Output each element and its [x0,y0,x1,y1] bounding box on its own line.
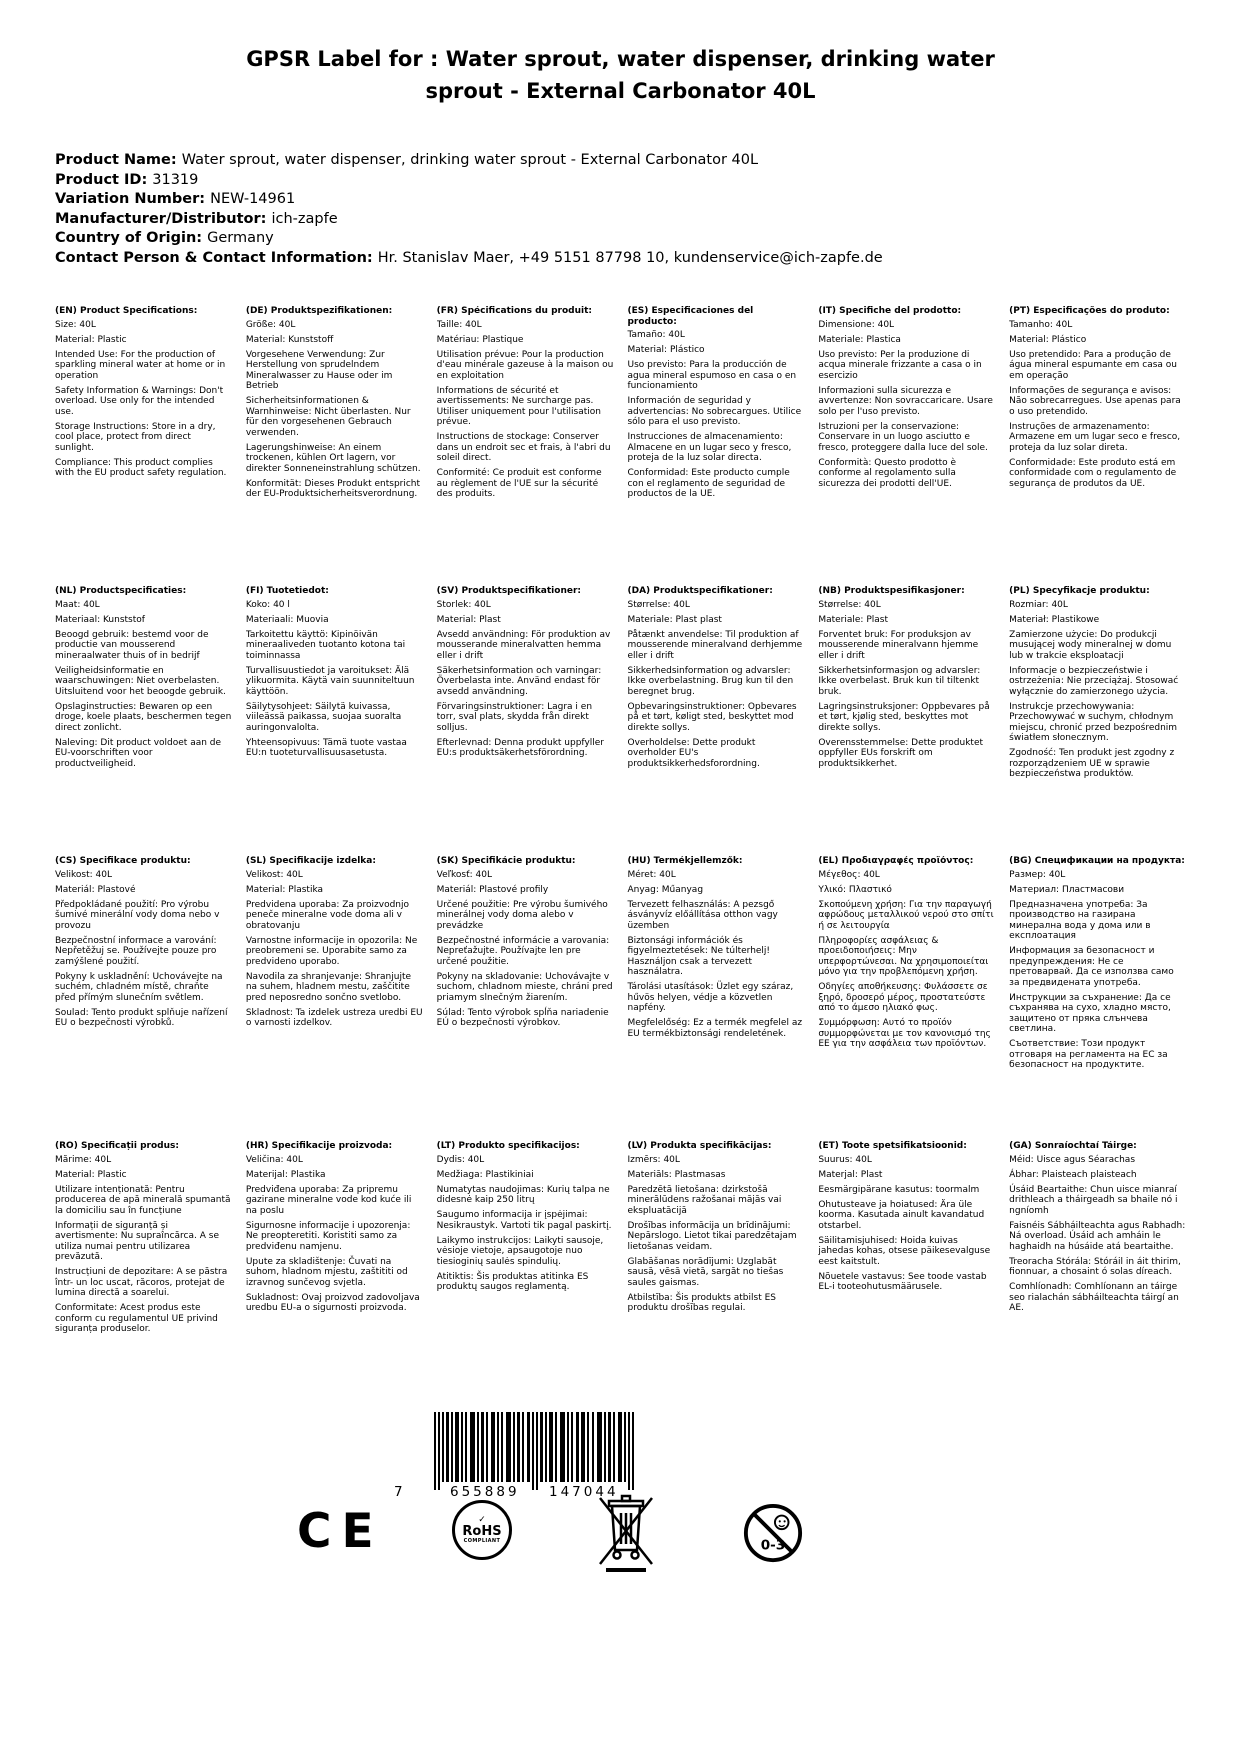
lang-heading-nl: (NL) Productspecificaties: [55,586,187,596]
lang-block-nl [55,586,232,856]
lang-heading-ga: (GA) Sonraíochtaí Táirge: [1009,1141,1137,1151]
lang-body-pl: Rozmiar: 40L Materiał: Plastikowe Zamierzone użycie: Do produkcji musującej wody mineralnej w domu lub w trakcie eksploatacji Informacje o bezpieczeństwie i ostrzeżenia: Nie przeciążaj. Stosować wyłącznie do zamierzonego użycia. Instrukcje przechowywania: Przechowywać w suchym, chłodnym miejscu, chronić przed bezpośrednim światłem słonecznym. Zgodność: Ten produkt jest zgodny z rozporządzeniem UE w sprawie bezpieczeństwa produktów. [1009,599,1179,779]
country-of-origin-label: Country of Origin: [55,230,203,246]
lang-body-ga: Méid: Uisce agus Séarachas Ábhar: Plaisteach plaisteach Úsáid Beartaithe: Chun uisce mianraí drithleach a tháirgeadh sa bhaile nó i ngníomh Faisnéis Sábháilteachta agus Rabhadh: Ná overload. Úsáid ach amháin le haghaidh na húsáide atá beartaithe. Treoracha Stórála: Stóráil in áit thirim, fionnuar, a chosaint ó solas díreach. Comhlíonadh: Comhlíonann an táirge seo rialachán sábháilteachta táirgí an AE. [1009,1154,1186,1313]
check-icon: ✓ [478,1514,486,1525]
lang-body-it: Dimensione: 40L Materiale: Plastica Uso previsto: Per la produzione di acqua minerale frizzante a casa o in esercizio Informazioni sulla sicurezza e avvertenze: Non sovraccaricare. Usare solo per l'uso previsto. Istruzioni per la conservazione: Conservare in un luogo asciutto e fresco, proteggere dalla luce del sole. Conformità: Questo prodotto è conforme al regolamento sulla sicurezza dei prodotti dell'UE. [818,319,993,489]
lang-block-it [818,306,995,586]
barcode-group1: 655889 [450,1484,520,1500]
lang-body-lt: Dydis: 40L Medžiaga: Plastikiniai Numatytas naudojimas: Kurių talpa ne didesnė kaip 250 litrų Saugumo informacija ir įspėjimai: Nesikraustyk. Vartoti tik pagal paskirtį. Laikymo instrukcijos: Laikyti sausoje, vėsioje vietoje, apsaugotoje nuo tiesioginių saulės spindulių. Atitiktis: Šis produktas atitinka ES produktų saugos reglamentą. [436,1154,612,1292]
lang-body-da: Størrelse: 40L Materiale: Plast plast Påtænkt anvendelse: Til produktion af mousserende mineralvand derhjemme eller i drift Sikkerhedsinformation og advarsler: Ikke overbelastning. Brug kun til den beregnet brug. Opbevaringsinstruktioner: Opbevares på et tørt, køligt sted, beskyttet mod direkte sollys. Overholdelse: Dette produkt overholder EU's produktsikkerhedsforordning. [627,599,803,769]
lang-heading-sk: (SK) Špecifikácie produktu: [436,856,576,866]
lang-heading-de: (DE) Produktspezifikationen: [245,306,393,316]
product-id-value: 31319 [152,171,199,188]
lang-body-nl: Maat: 40L Materiaal: Kunststof Beoogd gebruik: bestemd voor de productie van mousserend mineraalwater thuis of in bedrijf Veiligheidsinformatie en waarschuwingen: Niet overbelasten. Uitsluitend voor het beoogde gebruik. Opslaginstructies: Bewaren op een droge, koele plaats, beschermen tegen direct zonlicht. Naleving: Dit product voldoet aan de EU-voorschriften voor productveiligheid. [55,599,232,769]
page-title: GPSR Label for : Water sprout, water dispenser, drinking water sprout - External Carbonator 40L [246,47,995,103]
ce-mark-icon: CE [297,1504,384,1559]
language-grid [55,306,1186,1335]
lang-heading-pt: (PT) Especificações do produto: [1009,306,1170,316]
lang-body-de: Größe: 40L Material: Kunststoff Vorgesehene Verwendung: Zur Herstellung von sprudelndem Mineralwasser zu Hause oder im Betrieb Sicherheitsinformationen & Warnhinweise: Nicht überlasten. Nur für den vorgesehenen Gebrauch verwenden. Lagerungshinweise: An einem trockenen, kühlen Ort lagern, vor direkter Sonneneinstrahlung schützen. Konformität: Dieses Produkt entspricht der EU-Produktsicherheitsverordnung. [245,319,421,499]
rohs-title: RoHS [462,1523,502,1539]
rohs-badge-icon [452,1500,512,1560]
barcode-first-digit: 7 [394,1484,403,1500]
lang-block-hr [246,1141,423,1335]
variation-number-value: NEW-14961 [210,191,296,207]
lang-heading-lv: (LV) Produkta specifikācijas: [627,1141,772,1151]
lang-block-sv [437,586,614,856]
lang-heading-hu: (HU) Termékjellemzők: [627,856,743,866]
lang-block-ga [1009,1141,1186,1335]
lang-block-nb [818,586,995,856]
lang-heading-et: (ET) Toote spetsifikatsioonid: [818,1141,967,1151]
lang-heading-el: (EL) Προδιαγραφές προϊόντος: [818,856,974,866]
lang-heading-fr: (FR) Spécifications du produit: [436,306,592,316]
lang-body-sv: Storlek: 40L Material: Plast Avsedd användning: För produktion av mousserande mineralvatten hemma eller i drift Säkerhetsinformation och varningar: Överbelasta inte. Använd endast för avsedd användning. Förvaringsinstruktioner: Lagra i en torr, sval plats, skydda från direkt solljus. Efterlevnad: Denna produkt uppfyller EU:s produktsäkerhetsförordning. [436,599,611,758]
variation-number-label: Variation Number: [55,191,206,207]
product-name-label: Product Name: [55,152,177,168]
lang-block-hu [627,856,804,1141]
lang-heading-sl: (SL) Specifikacije izdelka: [245,856,376,866]
lang-body-fi: Koko: 40 l Materiaali: Muovia Tarkoitettu käyttö: Kipinöivän mineraaliveden tuotanto kotona tai toiminnassa Turvallisuustiedot ja varoitukset: Älä ylikuormita. Käytä vain suunniteltuun käyttöön. Säilytysohjeet: Säilytä kuivassa, viileässä paikassa, suojaa suoralta auringonvalolta. Yhteensopivuus: Tämä tuote vastaa EU:n tuoteturvallisuusasetusta. [245,599,415,758]
lang-heading-da: (DA) Produktspecifikationer: [627,586,773,596]
age-range-text: 0-3 [760,1537,786,1554]
lang-heading-ro: (RO) Specificații produs: [55,1141,179,1151]
variation-number-row [55,190,1186,210]
product-name-row [55,151,1186,171]
lang-body-nb: Størrelse: 40L Materiale: Plast Forventet bruk: For produksjon av mousserende mineralvann hjemme eller i drift Sikkerhetsinformasjon og advarsler: Ikke overbelast. Bruk kun til tiltenkt bruk. Lagringsinstruksjoner: Oppbevares på et tørt, kjølig sted, beskyttes mot direkte sollys. Overensstemmelse: Dette produktet oppfyller EUs forskrift om produktsikkerhet. [818,599,990,769]
product-info [55,151,1186,268]
lang-heading-nb: (NB) Produktspesifikasjoner: [818,586,965,596]
lang-body-lv: Izmērs: 40L Materiāls: Plastmasas Paredzētā lietošana: dzirkstošā minerālūdens ražošanai mājās vai ekspluatācijā Drošības informācija un brīdinājumi: Nepārslogo. Lietot tikai paredzētajam lietošanas veidam. Glabāšanas norādījumi: Uzglabāt sausā, vēsā vietā, sargāt no tiešas saules gaismas. Atbilstība: Šis produkts atbilst ES produktu drošības regulai. [627,1154,797,1313]
lang-heading-es: (ES) Especificaciones del producto: [627,306,754,327]
lang-heading-pl: (PL) Specyfikacje produktu: [1009,586,1150,596]
lang-heading-fi: (FI) Tuotetiedot: [245,586,329,596]
lang-block-fr [437,306,614,586]
lang-body-fr: Taille: 40L Matériau: Plastique Utilisation prévue: Pour la production d'eau minérale gazeuse à la maison ou en exploitation Informations de sécurité et avertissements: Ne surcharge pas. Utiliser uniquement pour l'utilisation prévue. Instructions de stockage: Conserver dans un endroit sec et frais, à l'abri du soleil direct. Conformité: Ce produit est conforme au règlement de l'UE sur la sécurité des produits. [436,319,614,499]
lang-heading-lt: (LT) Produkto specifikacijos: [436,1141,580,1151]
lang-block-fi [246,586,423,856]
contact-value: Hr. Stanislav Maer, +49 5151 87798 10, kundenservice@ich-zapfe.de [377,249,883,266]
lang-heading-hr: (HR) Specifikacije proizvoda: [245,1141,393,1151]
lang-body-en: Size: 40L Material: Plastic Intended Use: For the production of sparkling mineral water at home or in operation Safety Information & Warnings: Don't overload. Use only for the intended use. Storage Instructions: Store in a dry, cool place, protect from direct sunlight. Compliance: This product complies with the EU product safety regulation. [55,319,227,478]
manufacturer-label: Manufacturer/Distributor: [55,210,267,227]
lang-block-pl [1009,586,1186,856]
contact-row [55,249,1186,269]
lang-block-sk [437,856,614,1141]
lang-block-el [818,856,995,1141]
manufacturer-row [55,210,1186,230]
lang-body-et: Suurus: 40L Materjal: Plast Eesmärgipärane kasutus: toormalm Ohutusteave ja hoiatused: Ära üle koorma. Kasutada ainult kavandatud otstarbel. Säilitamisjuhised: Hoida kuivas jahedas kohas, otsese päikesevalguse eest kaitstult. Nõuetele vastavus: See toode vastab EL-i tooteohutusmäärusele. [818,1154,991,1292]
lang-body-hu: Méret: 40L Anyag: Műanyag Tervezett felhasználás: A pezsgő ásványvíz előállítása otthon vagy üzemben Biztonsági információk és figyelmeztetések: Ne túlterhelj! Használjon csak a tervezett használatra. Tárolási utasítások: Üzlet egy száraz, hűvös helyen, védje a közvetlen napfény. Megfelelőség: Ez a termék megfelel az EU termékbiztonsági rendeletének. [627,869,803,1039]
lang-body-el: Μέγεθος: 40L Υλικό: Πλαστικό Σκοπούμενη χρήση: Για την παραγωγή αφρώδους μεταλλικού νερού στο σπίτι ή σε λειτουργία Πληροφορίες ασφάλειας & προειδοποιήσεις: Μην υπερφορτώνεσαι. Να χρησιμοποιείται μόνο για την προβλεπόμενη χρήση. Οδηγίες αποθήκευσης: Φυλάσσετε σε ξηρό, δροσερό μέρος, προστατεύστε από το άμεσο ηλιακό φως. Συμμόρφωση: Αυτό το προϊόν συμμορφώνεται με τον κανονισμό της ΕΕ για την ασφάλεια των προϊόντων. [818,869,994,1049]
lang-block-bg [1009,856,1186,1141]
lang-block-sl [246,856,423,1141]
rohs-subtitle: COMPLIANT [463,1537,501,1544]
lang-block-pt [1009,306,1186,586]
lang-block-de [246,306,423,586]
lang-heading-en: (EN) Product Specifications: [55,306,198,316]
product-id-label: Product ID: [55,171,148,188]
manufacturer-value: ich-zapfe [271,210,338,227]
lang-block-es [627,306,804,586]
lang-body-bg: Размер: 40L Материал: Пластмасови Предназначена употреба: За производство на газирана минерална вода у дома или в експлоатация Информация за безопасност и предупреждения: Не се претоварвай. Да се използва само за предвидената употреба. Инструкции за съхранение: Да се съхранява на сухо, хладно място, защитено от пряка слънчева светлина. Съответствие: Този продукт отговаря на регламента на ЕС за безопасност на продуктите. [1009,869,1174,1070]
lang-body-cs: Velikost: 40L Materiál: Plastové Předpokládané použití: Pro výrobu šumivé minerální vody doma nebo v provozu Bezpečnostní informace a varování: Nepřetěžuj se. Používejte pouze pro zamýšlené použití. Pokyny k uskladnění: Uchovávejte na suchém, chladném místě, chraňte před přímým slunečním světlem. Soulad: Tento produkt splňuje nařízení EU o bezpečnosti výrobků. [55,869,228,1028]
lang-block-lt [437,1141,614,1335]
lang-heading-cs: (CS) Specifikace produktu: [55,856,191,866]
barcode-group2: 147044 [549,1484,619,1500]
lang-body-sl: Velikost: 40L Material: Plastika Predvidena uporaba: Za proizvodnjo peneče mineralne vode doma ali v obratovanju Varnostne informacije in opozorila: Ne preobremeni se. Uporabite samo za predvideno uporabo. Navodila za shranjevanje: Shranjujte na suhem, hladnem mestu, zaščitite pred neposredno sončno svetlobo. Skladnost: Ta izdelek ustreza uredbi EU o varnosti izdelkov. [245,869,423,1028]
country-of-origin-row [55,229,1186,249]
country-of-origin-value: Germany [207,230,274,246]
lang-block-en [55,306,232,586]
lang-block-et [818,1141,995,1335]
lang-body-sk: Veľkosť: 40L Materiál: Plastové profily Určené použitie: Pre výrobu šumivého minerálnej vody doma alebo v prevádzke Bezpečnostné informácie a varovania: Nepreťažujte. Používajte len pre určené použitie. Pokyny na skladovanie: Uchovávajte v suchom, chladnom mieste, chráni pred priamym slnečným žiarením. Súlad: Tento výrobok spĺňa nariadenie EÚ o bezpečnosti výrobkov. [436,869,613,1028]
lang-body-es: Tamaño: 40L Material: Plástico Uso previsto: Para la producción de agua mineral espumoso en casa o en funcionamiento Información de seguridad y advertencias: No sobrecargues. Utilice sólo para el uso previsto. Instrucciones de almacenamiento: Almacene en un lugar seco y fresco, proteja de la luz solar directa. Conformidad: Este producto cumple con el reglamento de seguridad de productos de la UE. [627,330,802,499]
lang-heading-it: (IT) Specifiche del prodotto: [818,306,962,316]
lang-heading-bg: (BG) Спецификации на продукта: [1009,856,1185,866]
product-id-row [55,171,1186,191]
barcode-graphic [434,1412,638,1490]
contact-label: Contact Person & Contact Information: [55,249,373,266]
lang-block-ro [55,1141,232,1335]
lang-block-cs [55,856,232,1141]
weee-bin-icon [596,1492,656,1574]
lang-body-pt: Tamanho: 40L Material: Plástico Uso pretendido: Para a produção de água mineral espumante em casa ou em operação Informações de segurança e avisos: Não sobrecarregues. Use apenas para o uso pretendido. Instruções de armazenamento: Armazene em um lugar seco e fresco, proteja da luz solar direta. Conformidade: Este produto está em conformidade com o regulamento de segurança de produtos da UE. [1009,319,1181,489]
lang-heading-sv: (SV) Produktspecifikationer: [436,586,581,596]
lang-body-ro: Mărime: 40L Material: Plastic Utilizare intenționată: Pentru producerea de apă minerală spumantă la domiciliu sau în funcțiune Informații de siguranță și avertismente: Nu supraîncărca. A se utiliza numai pentru utilizarea prevăzută. Instrucțiuni de depozitare: A se păstra într- un loc uscat, răcoros, protejat de lumina directă a soarelui. Conformitate: Acest produs este conform cu regulamentul UE privind siguranța produselor. [55,1154,231,1334]
lang-block-da [627,586,804,856]
product-name-value: Water sprout, water dispenser, drinking water sprout - External Carbonator 40L [181,152,759,168]
age-warning-icon [742,1502,804,1564]
lang-block-lv [627,1141,804,1335]
lang-body-hr: Veličina: 40L Materijal: Plastika Predviđena uporaba: Za pripremu gazirane mineralne vode kod kuće ili na poslu Sigurnosne informacije i upozorenja: Ne preopteretiti. Koristiti samo za predviđenu namjenu. Upute za skladištenje: Čuvati na suhom, hladnom mjestu, zaštititi od izravnog sunčevog svjetla. Sukladnost: Ovaj proizvod zadovoljava uredbu EU-a o sigurnosti proizvoda. [245,1154,420,1313]
